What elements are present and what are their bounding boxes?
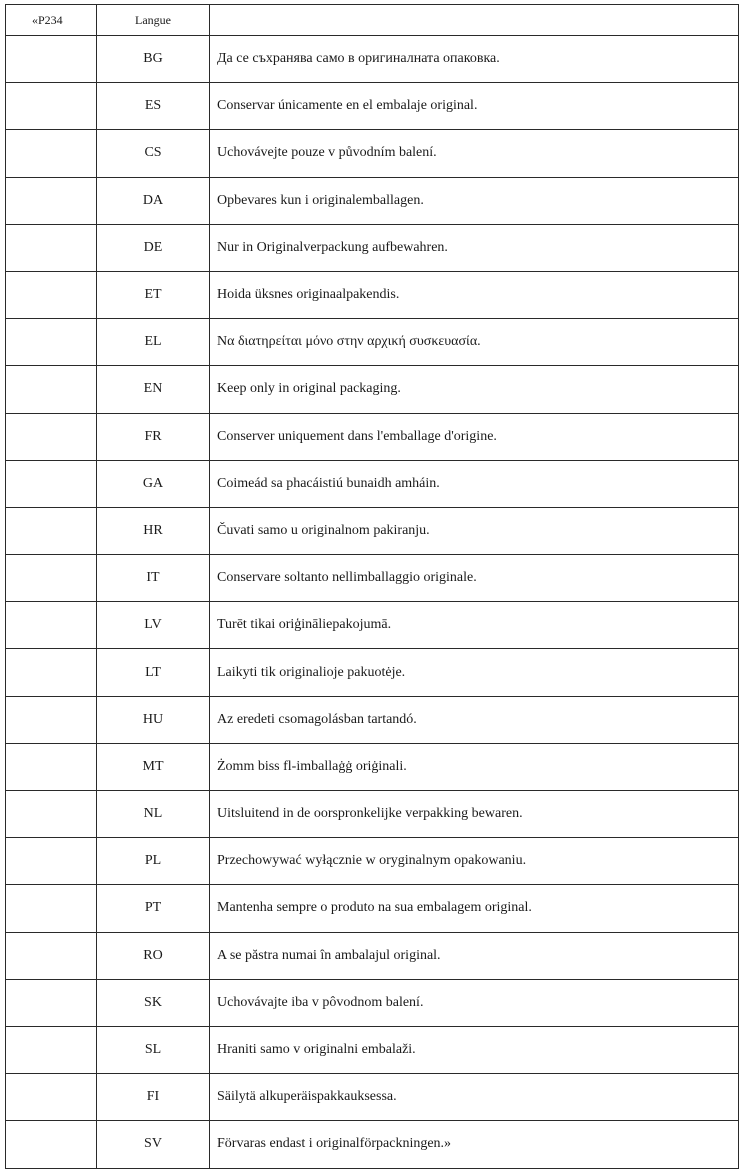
language-code-cell: DE bbox=[97, 224, 210, 271]
statement-text-cell: Żomm biss fl-imballaġġ oriġinali. bbox=[210, 743, 739, 790]
statement-text-cell: Uchovávajte iba v pôvodnom balení. bbox=[210, 979, 739, 1026]
row-empty-cell bbox=[6, 1026, 97, 1073]
row-empty-cell bbox=[6, 743, 97, 790]
statement-text-cell: Čuvati samo u originalnom pakiranju. bbox=[210, 507, 739, 554]
header-empty-cell bbox=[210, 5, 739, 36]
table-row bbox=[6, 932, 739, 979]
table-row bbox=[6, 743, 739, 790]
row-empty-cell bbox=[6, 460, 97, 507]
table-row bbox=[6, 555, 739, 602]
row-empty-cell bbox=[6, 224, 97, 271]
table-row bbox=[6, 602, 739, 649]
language-code-cell: BG bbox=[97, 36, 210, 83]
row-empty-cell bbox=[6, 319, 97, 366]
header-code-cell: «P234 bbox=[6, 5, 97, 36]
language-code-cell: FI bbox=[97, 1074, 210, 1121]
row-empty-cell bbox=[6, 838, 97, 885]
row-empty-cell bbox=[6, 696, 97, 743]
table-row bbox=[6, 885, 739, 932]
table-row bbox=[6, 979, 739, 1026]
language-code-cell: SV bbox=[97, 1121, 210, 1168]
table-row bbox=[6, 696, 739, 743]
row-empty-cell bbox=[6, 130, 97, 177]
statement-text-cell: Conservar únicamente en el embalaje original. bbox=[210, 83, 739, 130]
row-empty-cell bbox=[6, 649, 97, 696]
table-row bbox=[6, 271, 739, 318]
table-body bbox=[6, 5, 739, 1169]
statement-text-cell: Nur in Originalverpackung aufbewahren. bbox=[210, 224, 739, 271]
statement-text-cell: Keep only in original packaging. bbox=[210, 366, 739, 413]
table-row bbox=[6, 36, 739, 83]
language-code-cell: EL bbox=[97, 319, 210, 366]
table-row bbox=[6, 413, 739, 460]
language-code-cell: DA bbox=[97, 177, 210, 224]
row-empty-cell bbox=[6, 36, 97, 83]
row-empty-cell bbox=[6, 885, 97, 932]
row-empty-cell bbox=[6, 366, 97, 413]
statement-text-cell: Förvaras endast i originalförpackningen.» bbox=[210, 1121, 739, 1168]
language-code-cell: ES bbox=[97, 83, 210, 130]
statement-text-cell: Säilytä alkuperäispakkauksessa. bbox=[210, 1074, 739, 1121]
table-row bbox=[6, 366, 739, 413]
row-empty-cell bbox=[6, 1121, 97, 1168]
row-empty-cell bbox=[6, 177, 97, 224]
statement-text-cell: Conserver uniquement dans l'emballage d'origine. bbox=[210, 413, 739, 460]
row-empty-cell bbox=[6, 932, 97, 979]
statement-text-cell: Да се съхранява само в оригиналната опаковка. bbox=[210, 36, 739, 83]
table-row bbox=[6, 224, 739, 271]
table-row bbox=[6, 319, 739, 366]
language-code-cell: EN bbox=[97, 366, 210, 413]
statement-text-cell: Az eredeti csomagolásban tartandó. bbox=[210, 696, 739, 743]
language-code-cell: IT bbox=[97, 555, 210, 602]
language-code-cell: HR bbox=[97, 507, 210, 554]
row-empty-cell bbox=[6, 602, 97, 649]
row-empty-cell bbox=[6, 791, 97, 838]
language-code-cell: LV bbox=[97, 602, 210, 649]
language-code-cell: ET bbox=[97, 271, 210, 318]
row-empty-cell bbox=[6, 271, 97, 318]
statement-text-cell: Hraniti samo v originalni embalaži. bbox=[210, 1026, 739, 1073]
row-empty-cell bbox=[6, 507, 97, 554]
language-code-cell: LT bbox=[97, 649, 210, 696]
statement-text-cell: Przechowywać wyłącznie w oryginalnym opakowaniu. bbox=[210, 838, 739, 885]
language-code-cell: NL bbox=[97, 791, 210, 838]
row-empty-cell bbox=[6, 83, 97, 130]
statement-text-cell: Coimeád sa phacáistiú bunaidh amháin. bbox=[210, 460, 739, 507]
table-row bbox=[6, 791, 739, 838]
language-code-cell: HU bbox=[97, 696, 210, 743]
language-code-cell: MT bbox=[97, 743, 210, 790]
statement-text-cell: Turēt tikai oriģināliepakojumā. bbox=[210, 602, 739, 649]
table-row bbox=[6, 130, 739, 177]
language-code-cell: PT bbox=[97, 885, 210, 932]
row-empty-cell bbox=[6, 979, 97, 1026]
statement-text-cell: Conservare soltanto nellimballaggio originale. bbox=[210, 555, 739, 602]
row-empty-cell bbox=[6, 1074, 97, 1121]
table-header-row bbox=[6, 5, 739, 36]
row-empty-cell bbox=[6, 555, 97, 602]
table-row bbox=[6, 177, 739, 224]
table-row bbox=[6, 649, 739, 696]
statement-text-cell: Laikyti tik originalioje pakuotėje. bbox=[210, 649, 739, 696]
table-row bbox=[6, 838, 739, 885]
language-code-cell: SK bbox=[97, 979, 210, 1026]
table-row bbox=[6, 1026, 739, 1073]
statement-text-cell: Hoida üksnes originaalpakendis. bbox=[210, 271, 739, 318]
language-code-cell: FR bbox=[97, 413, 210, 460]
statement-text-cell: Uitsluitend in de oorspronkelijke verpakking bewaren. bbox=[210, 791, 739, 838]
statement-text-cell: Να διατηρείται μόνο στην αρχική συσκευασία. bbox=[210, 319, 739, 366]
translation-table bbox=[5, 4, 739, 1169]
language-code-cell: PL bbox=[97, 838, 210, 885]
table-row bbox=[6, 460, 739, 507]
language-code-cell: SL bbox=[97, 1026, 210, 1073]
table-row bbox=[6, 1121, 739, 1168]
language-code-cell: CS bbox=[97, 130, 210, 177]
row-empty-cell bbox=[6, 413, 97, 460]
table-row bbox=[6, 1074, 739, 1121]
table-row bbox=[6, 83, 739, 130]
language-code-cell: RO bbox=[97, 932, 210, 979]
table-row bbox=[6, 507, 739, 554]
statement-text-cell: A se păstra numai în ambalajul original. bbox=[210, 932, 739, 979]
header-language-cell: Langue bbox=[97, 5, 210, 36]
statement-text-cell: Mantenha sempre o produto na sua embalagem original. bbox=[210, 885, 739, 932]
statement-text-cell: Opbevares kun i originalemballagen. bbox=[210, 177, 739, 224]
language-code-cell: GA bbox=[97, 460, 210, 507]
statement-text-cell: Uchovávejte pouze v původním balení. bbox=[210, 130, 739, 177]
